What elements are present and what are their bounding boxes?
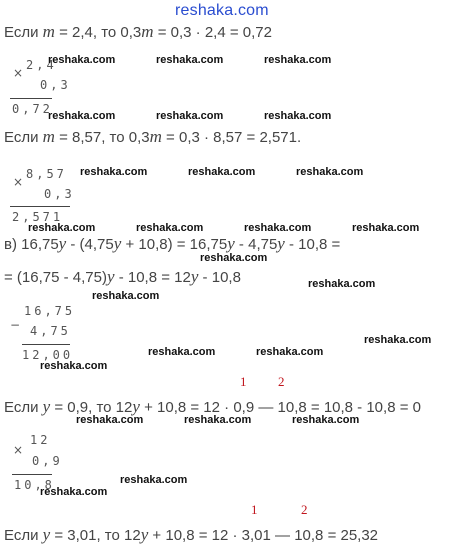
column-4-second: 0,9 xyxy=(32,454,63,468)
watermark: reshaka.com xyxy=(364,334,432,346)
line-5-post: 10,8 = 10,8 - 10,8 = 0 xyxy=(277,399,421,416)
line-6-pre: Если xyxy=(4,527,43,544)
minus-sign: − xyxy=(10,318,21,332)
column-3-result: 12,00 xyxy=(22,348,74,362)
line-3-pre: в) 16,75 xyxy=(4,236,59,253)
line-5-mid: = 0,9, то 12 xyxy=(50,399,133,416)
watermark: reshaka.com xyxy=(40,486,108,498)
var-y: y xyxy=(190,267,199,286)
line-3-post: + 10,8) = 16,75 xyxy=(121,236,228,253)
watermark: reshaka.com xyxy=(76,414,144,426)
var-m: m xyxy=(149,127,162,146)
watermark: reshaka.com xyxy=(48,54,116,66)
watermark: reshaka.com xyxy=(120,474,188,486)
watermark: reshaka.com xyxy=(28,222,96,234)
text-line-2 xyxy=(4,127,301,147)
var-y: y xyxy=(227,234,235,253)
column-4-result: 10,8 xyxy=(14,478,55,492)
watermark: reshaka.com xyxy=(92,290,160,302)
mark-two: 2 xyxy=(278,374,285,389)
column-3-second: 4,75 xyxy=(30,324,71,338)
watermark: reshaka.com xyxy=(136,222,204,234)
multiply-sign: × xyxy=(13,175,24,189)
var-y: y xyxy=(140,525,149,544)
var-m: m xyxy=(42,22,55,41)
var-y: y xyxy=(277,234,285,253)
column-1-result: 0,72 xyxy=(12,102,53,116)
var-y: y xyxy=(106,267,115,286)
var-y: y xyxy=(58,234,67,253)
site-header[interactable]: reshaka.com xyxy=(175,2,269,19)
var-y: y xyxy=(42,397,51,416)
watermark: reshaka.com xyxy=(80,166,148,178)
line-1-post: = 0,3 · 2,4 = 0,72 xyxy=(153,24,272,41)
line-3-post2: - 10,8 = xyxy=(284,236,341,253)
line-1-pre: Если xyxy=(4,24,43,41)
var-y: y xyxy=(42,525,51,544)
column-4-top: 12 xyxy=(30,433,51,447)
text-line-3 xyxy=(4,234,340,254)
line-4-mid: - 10,8 = 12 xyxy=(114,269,191,286)
line-3-mid3: - 4,75 xyxy=(234,236,278,253)
watermark: reshaka.com xyxy=(352,222,420,234)
line-2-mid: = 8,57, то 0,3 xyxy=(54,129,150,146)
watermark: reshaka.com xyxy=(148,346,216,358)
column-3-rule xyxy=(22,344,70,345)
text-line-6 xyxy=(4,525,378,545)
column-2-top: 8,57 xyxy=(26,167,67,181)
watermark: reshaka.com xyxy=(156,110,224,122)
line-6-mid: = 3,01, то 12 xyxy=(50,527,141,544)
line-6-post: 10,8 = 25,32 xyxy=(294,527,379,544)
line-3-mid: - (4,75 xyxy=(66,236,114,253)
watermark: reshaka.com xyxy=(48,110,116,122)
column-3-top: 16,75 xyxy=(24,304,76,318)
line-5-mid2: + 10,8 = 12 · 0,9 xyxy=(139,399,255,416)
watermark: reshaka.com xyxy=(296,166,364,178)
watermark: reshaka.com xyxy=(156,54,224,66)
line-4-pre: = (16,75 - 4,75) xyxy=(4,269,107,286)
column-2-rule xyxy=(10,206,70,207)
watermark: reshaka.com xyxy=(308,278,376,290)
var-y: y xyxy=(113,234,122,253)
mark-one: 1 xyxy=(251,502,258,517)
line-2-pre: Если xyxy=(4,129,43,146)
line-5-dash: — xyxy=(254,399,278,416)
var-y: y xyxy=(132,397,140,416)
line-5-pre: Если xyxy=(4,399,43,416)
column-4-rule xyxy=(12,474,52,475)
multiply-sign: × xyxy=(13,66,24,80)
text-line-4 xyxy=(4,267,241,287)
line-6-mid2: + 10,8 = 12 · 3,01 xyxy=(148,527,271,544)
var-m: m xyxy=(141,22,154,41)
line-1-mid: = 2,4, то 0,3 xyxy=(54,24,142,41)
line-6-dash: — xyxy=(270,527,295,544)
watermark: reshaka.com xyxy=(292,414,360,426)
line-2-post: = 0,3 · 8,57 = 2,571. xyxy=(161,129,302,146)
line-4-post: - 10,8 xyxy=(198,269,241,286)
watermark: reshaka.com xyxy=(256,346,324,358)
watermark: reshaka.com xyxy=(184,414,252,426)
column-2-result: 2,571 xyxy=(12,210,64,224)
multiply-sign: × xyxy=(13,443,24,457)
column-2-second: 0,3 xyxy=(44,187,75,201)
watermark: reshaka.com xyxy=(188,166,256,178)
watermark: reshaka.com xyxy=(264,54,332,66)
text-line-1 xyxy=(4,22,272,42)
watermark: reshaka.com xyxy=(244,222,312,234)
mark-one: 1 xyxy=(240,374,247,389)
column-1-second: 0,3 xyxy=(40,78,71,92)
var-m: m xyxy=(42,127,55,146)
column-1-rule xyxy=(10,98,52,99)
watermark: reshaka.com xyxy=(40,360,108,372)
column-1-top: 2,4 xyxy=(26,58,57,72)
watermark: reshaka.com xyxy=(200,252,268,264)
mark-two: 2 xyxy=(301,502,308,517)
watermark: reshaka.com xyxy=(264,110,332,122)
